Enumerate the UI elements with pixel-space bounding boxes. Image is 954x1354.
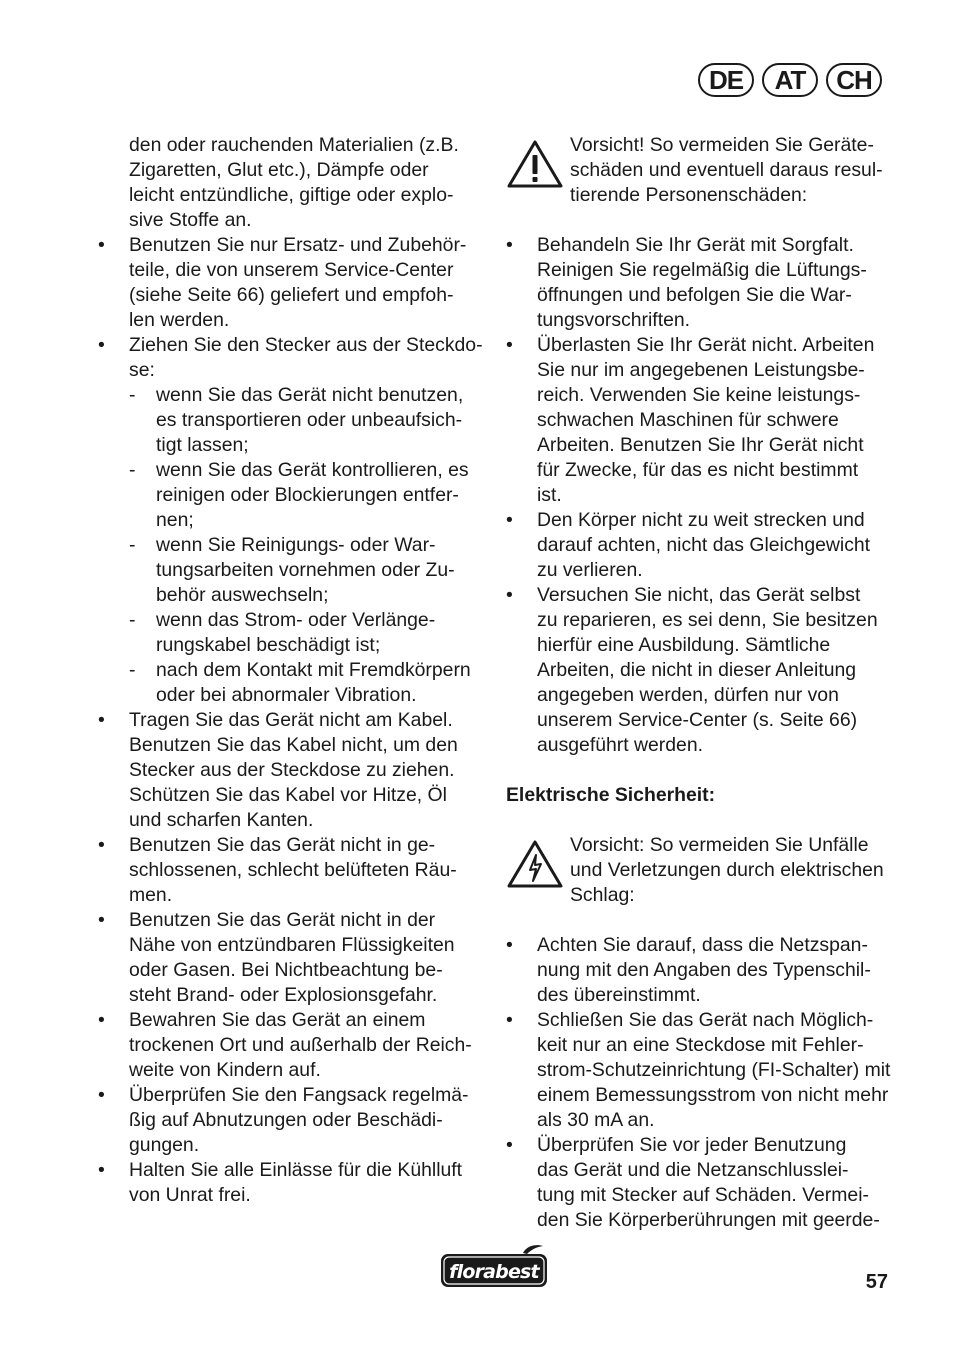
dash-icon: - <box>129 609 136 631</box>
text-line: Ziehen Sie den Stecker aus der Steckdo- <box>129 334 483 356</box>
text-line: strom-Schutzeinrichtung (FI-Schalter) mit <box>537 1059 891 1081</box>
text-line: Benutzen Sie das Kabel nicht, um den <box>129 734 458 756</box>
text-line: Arbeiten, die nicht in dieser Anleitung <box>537 659 857 681</box>
bullet-icon: • <box>98 834 105 856</box>
logo-text: florabest <box>449 1261 539 1283</box>
text-line: schäden und eventuell daraus resul- <box>570 159 883 181</box>
exclamation-warning-triangle-icon <box>506 133 570 233</box>
sub-list-item <box>129 533 488 608</box>
text-line: Vorsicht! So vermeiden Sie Geräte- <box>570 134 874 156</box>
text-line: tigt lassen; <box>156 434 249 456</box>
bullet-icon: • <box>98 909 105 931</box>
bullet-icon: • <box>506 509 513 531</box>
florabest-logo <box>437 1244 551 1290</box>
list-item <box>506 333 896 508</box>
text-line: Schließen Sie das Gerät nach Möglich- <box>537 1009 874 1031</box>
text-line: len werden. <box>129 309 230 331</box>
text-line: sive Stoffe an. <box>129 209 252 231</box>
left-column <box>98 133 488 1208</box>
text-line: tung mit Stecker auf Schäden. Vermei- <box>537 1184 869 1206</box>
text-line: weite von Kindern auf. <box>129 1059 321 1081</box>
left-bullet-list <box>98 233 488 383</box>
text-line: und scharfen Kanten. <box>129 809 314 831</box>
right-column <box>506 133 896 1233</box>
text-line: Benutzen Sie nur Ersatz- und Zubehör- <box>129 234 467 256</box>
list-item <box>98 333 488 383</box>
text-line: angegeben werden, dürfen nur von <box>537 684 839 706</box>
text-line: öffnungen und befolgen Sie die War- <box>537 284 852 306</box>
text-line: rungskabel beschädigt ist; <box>156 634 381 656</box>
text-line: Bewahren Sie das Gerät an einem <box>129 1009 426 1031</box>
text-line: als 30 mA an. <box>537 1109 655 1131</box>
bullet-icon: • <box>506 1009 513 1031</box>
text-line: Überprüfen Sie den Fangsack regelmä- <box>129 1084 469 1106</box>
text-line: tungsarbeiten vornehmen oder Zu- <box>156 559 455 581</box>
bullet-icon: • <box>506 584 513 606</box>
text-line: wenn Sie das Gerät kontrollieren, es <box>156 459 469 481</box>
section-heading-electrical: Elektrische Sicherheit: <box>506 784 716 806</box>
text-line: des übereinstimmt. <box>537 984 701 1006</box>
list-item <box>98 1158 488 1208</box>
text-line: Versuchen Sie nicht, das Gerät selbst <box>537 584 861 606</box>
warning-electrical-block <box>506 833 896 933</box>
text-line: tungsvorschriften. <box>537 309 691 331</box>
text-line: gungen. <box>129 1134 200 1156</box>
bullet-icon: • <box>506 334 513 356</box>
text-line: Benutzen Sie das Gerät nicht in ge- <box>129 834 436 856</box>
text-line: ist. <box>537 484 562 506</box>
lightning-warning-triangle-icon <box>506 833 570 933</box>
text-line: es transportieren oder unbeaufsich- <box>156 409 463 431</box>
text-line: für Zwecke, für das es nicht bestimmt <box>537 459 859 481</box>
text-line: den oder rauchenden Materialien (z.B. <box>129 134 459 156</box>
dash-icon: - <box>129 534 136 556</box>
text-line: ßig auf Abnutzungen oder Beschädi- <box>129 1109 443 1131</box>
text-line: ausgeführt werden. <box>537 734 704 756</box>
text-line: nen; <box>156 509 194 531</box>
text-line: nung mit den Angaben des Typenschil- <box>537 959 871 981</box>
unplug-sub-list <box>98 383 488 708</box>
text-line: zu reparieren, es sei denn, Sie besitzen <box>537 609 878 631</box>
bullet-icon: • <box>98 709 105 731</box>
text-line: wenn das Strom- oder Verlänge- <box>156 609 436 631</box>
text-line: leicht entzündliche, giftige oder explo- <box>129 184 454 206</box>
list-item <box>506 583 896 758</box>
text-line: hierfür eine Ausbildung. Sämtliche <box>537 634 831 656</box>
text-line: Den Körper nicht zu weit strecken und <box>537 509 865 531</box>
text-line: Zigaretten, Glut etc.), Dämpfe oder <box>129 159 429 181</box>
bullet-icon: • <box>98 1009 105 1031</box>
list-item <box>506 1133 896 1233</box>
text-line: das Gerät und die Netzanschlusslei- <box>537 1159 849 1181</box>
text-line: trockenen Ort und außerhalb der Reich- <box>129 1034 472 1056</box>
list-item <box>98 233 488 333</box>
text-line: keit nur an eine Steckdose mit Fehler- <box>537 1034 864 1056</box>
continued-paragraph <box>98 133 488 233</box>
country-badges <box>698 63 882 97</box>
text-line: und Verletzungen durch elektrischen <box>570 859 884 881</box>
list-item <box>506 933 896 1008</box>
text-line: Schützen Sie das Kabel vor Hitze, Öl <box>129 784 447 806</box>
bullet-icon: • <box>506 234 513 256</box>
text-line: se: <box>129 359 155 381</box>
warning-general-block <box>506 133 896 233</box>
text-line: tierende Personenschäden: <box>570 184 808 206</box>
text-line: Reinigen Sie regelmäßig die Lüftungs- <box>537 259 867 281</box>
text-line: steht Brand- oder Explosionsgefahr. <box>129 984 438 1006</box>
text-line: oder bei abnormaler Vibration. <box>156 684 417 706</box>
text-line: Achten Sie darauf, dass die Netzspan- <box>537 934 868 956</box>
dash-icon: - <box>129 459 136 481</box>
text-line: Arbeiten. Benutzen Sie Ihr Gerät nicht <box>537 434 864 456</box>
country-badge-at: AT <box>762 63 818 97</box>
left-bullet-list-continued <box>98 708 488 1208</box>
text-line: schwachen Maschinen für schwere <box>537 409 839 431</box>
text-line: Überprüfen Sie vor jeder Benutzung <box>537 1134 847 1156</box>
general-safety-list <box>506 233 896 758</box>
bullet-icon: • <box>98 1159 105 1181</box>
text-line: reinigen oder Blockierungen entfer- <box>156 484 459 506</box>
text-line: Sie nur im angegebenen Leistungsbe- <box>537 359 865 381</box>
text-line: Stecker aus der Steckdose zu ziehen. <box>129 759 455 781</box>
list-item <box>506 1008 896 1133</box>
bullet-icon: • <box>506 934 513 956</box>
electrical-safety-list <box>506 933 896 1233</box>
text-line: wenn Sie das Gerät nicht benutzen, <box>156 384 464 406</box>
text-line: darauf achten, nicht das Gleichgewicht <box>537 534 871 556</box>
text-line: men. <box>129 884 173 906</box>
text-line: von Unrat frei. <box>129 1184 251 1206</box>
list-item <box>98 1008 488 1083</box>
bullet-icon: • <box>98 234 105 256</box>
list-item <box>98 833 488 908</box>
text-line: Vorsicht: So vermeiden Sie Unfälle <box>570 834 869 856</box>
text-line: Überlasten Sie Ihr Gerät nicht. Arbeiten <box>537 334 875 356</box>
country-badge-de: DE <box>698 63 754 97</box>
dash-icon: - <box>129 659 136 681</box>
text-line: wenn Sie Reinigungs- oder War- <box>156 534 436 556</box>
dash-icon: - <box>129 384 136 406</box>
text-line: reich. Verwenden Sie keine leistungs- <box>537 384 861 406</box>
list-item <box>98 1083 488 1158</box>
text-line: nach dem Kontakt mit Fremdkörpern <box>156 659 471 681</box>
text-line: (siehe Seite 66) geliefert und empfoh- <box>129 284 454 306</box>
text-line: Benutzen Sie das Gerät nicht in der <box>129 909 436 931</box>
text-line: schlossenen, schlecht belüfteten Räu- <box>129 859 457 881</box>
text-line: Schlag: <box>570 884 635 906</box>
sub-list-item <box>129 383 488 458</box>
bullet-icon: • <box>98 334 105 356</box>
text-line: einem Bemessungsstrom von nicht mehr <box>537 1084 889 1106</box>
warning-general-text <box>570 133 896 233</box>
list-item <box>98 708 488 833</box>
text-line: behör auswechseln; <box>156 584 329 606</box>
country-badge-ch: CH <box>826 63 882 97</box>
text-line: Tragen Sie das Gerät nicht am Kabel. <box>129 709 453 731</box>
text-line: Nähe von entzündbaren Flüssigkeiten <box>129 934 455 956</box>
text-line: oder Gasen. Bei Nichtbeachtung be- <box>129 959 443 981</box>
text-line: den Sie Körperberührungen mit geerde- <box>537 1209 880 1231</box>
list-item <box>506 233 896 333</box>
sub-list-item <box>129 608 488 658</box>
list-item <box>506 508 896 583</box>
bullet-icon: • <box>98 1084 105 1106</box>
text-line: Halten Sie alle Einlässe für die Kühlluft <box>129 1159 463 1181</box>
list-item <box>98 908 488 1008</box>
text-line: unserem Service-Center (s. Seite 66) <box>537 709 858 731</box>
sub-list-item <box>129 458 488 533</box>
sub-list-item <box>129 658 488 708</box>
text-line: teile, die von unserem Service-Center <box>129 259 454 281</box>
bullet-icon: • <box>506 1134 513 1156</box>
page-number: 57 <box>865 1271 888 1293</box>
text-line: zu verlieren. <box>537 559 643 581</box>
text-line: Behandeln Sie Ihr Gerät mit Sorgfalt. <box>537 234 854 256</box>
warning-electrical-text <box>570 833 896 933</box>
